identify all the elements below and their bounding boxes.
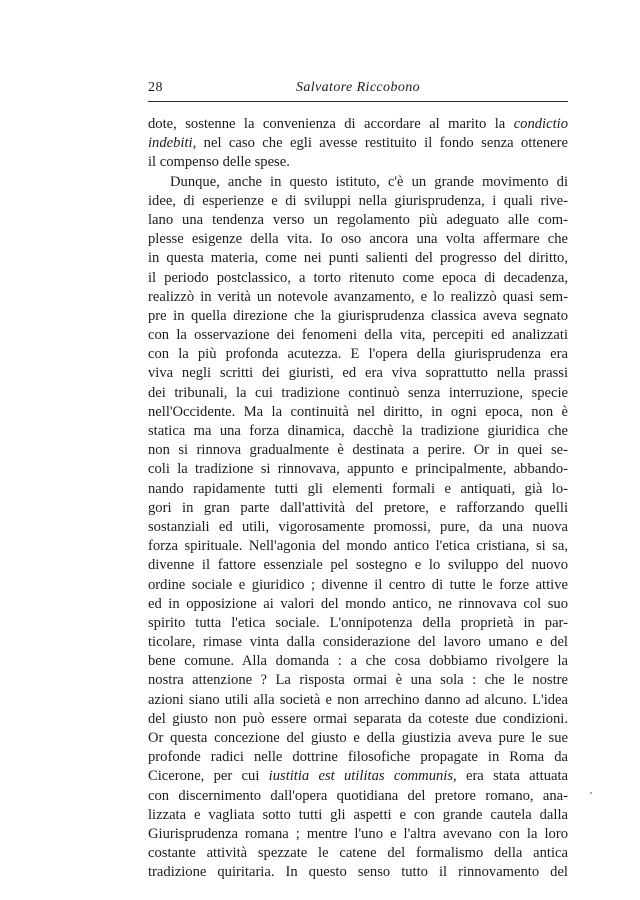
text-line [148,153,568,172]
text-line [148,748,568,767]
text-line [148,403,568,422]
header-rule [148,101,568,102]
line-text: coli la tradizione si rinnovava, appunto e principalmente, abbando- [148,461,568,478]
line-text: lizzata e vagliata sotto tutti gli aspetti e con grande cautela dalla [148,806,568,823]
text-line [148,595,568,614]
line-text: viva negli scritti dei giuristi, ed era viva soprattutto nella prassi [148,365,568,382]
text-line [148,192,568,211]
line-text: non si rinnova gradualmente è destinata a perire. Or in quei se- [148,442,568,459]
line-text: statica ma una forza dinamica, dacchè la tradizione giuridica che [148,423,568,439]
text-line [148,173,568,192]
line-text: con discernimento dall'opera quotidiana del pretore romano, ana- [148,787,568,804]
line-text: Dunque, anche in questo istituto, c'è un grande movimento di [170,173,568,190]
line-text: ed in opposizione ai valori del mondo antico, ne rinnovava col suo [148,595,568,612]
line-text: plesse esigenze della vita. Io oso ancora una volta affermare che [148,231,568,248]
line-text: il periodo postclassico, a torto ritenuto come epoca di decadenza, [148,269,568,286]
text-line [148,729,568,748]
line-text: Giurisprudenza romana ; mentre l'uno e l'altra avevano con la loro [148,825,568,842]
text-line [148,288,568,307]
text-line [148,384,568,403]
line-text: con la osservazione dei fenomeni della vita, percepiti ed analizzati [148,327,568,344]
page-number: 28 [148,80,163,95]
line-text: ticolare, rimase vinta dalla considerazione del lavoro umano e del [148,634,568,651]
text-line [148,691,568,710]
line-text: gori in gran parte dall'attività del pretore, e rafforzando quelli [148,499,568,516]
line-text: spirito tutta l'etica sociale. L'onnipotenza della proprietà in par- [148,614,568,631]
italic-term: iustitia est utilitas communis [268,768,454,785]
line-text: , era stata attuata [453,768,569,785]
text-line [148,576,568,595]
text-line [148,710,568,729]
line-text: idee, di esperienze e di sviluppi nella giurisprudenza, i quali rive- [148,192,568,209]
text-line [148,345,568,364]
text-line [148,537,568,556]
text-line [148,269,568,288]
line-text: pre in quella direzione che la giurisprudenza classica aveva segnato [148,307,568,324]
text-line [148,806,568,825]
line-text: bene comune. Alla domanda : a che cosa dobbiamo rivolgere la [148,653,568,670]
text-line [148,787,568,806]
text-line [148,671,568,690]
text-line [148,518,568,537]
line-text: sostanziali ed utili, vigorosamente promossi, pure, da una nuova [148,518,568,535]
text-line [148,115,568,134]
text-line [148,441,568,460]
text-line [148,211,568,230]
page-header [148,80,568,100]
text-line [148,863,568,882]
line-text: profonde radici nelle dottrine filosofiche propagate in Roma da [148,749,568,766]
italic-term: indebiti [148,135,193,152]
line-text: del giusto non può essere ormai separata da coteste due condizioni. [148,710,568,727]
line-text: costante attività spezzate le catene del formalismo della antica [148,845,568,862]
text-line [148,767,568,786]
text-line [148,460,568,479]
line-text: con la più profonda acutezza. E l'opera della giurisprudenza era [148,346,568,363]
line-text: divenne il fattore essenziale pel sostegno e lo sviluppo del nuovo [148,557,568,574]
text-line [148,652,568,671]
body-text [148,115,568,883]
text-line [148,633,568,652]
line-text: nell'Occidente. Ma la continuità nel diritto, in ogni epoca, non è [148,403,568,420]
text-line [148,422,568,441]
text-line [148,614,568,633]
line-text: Cicerone, per cui [148,768,269,785]
text-line [148,230,568,249]
line-text: dote, sostenne la convenienza di accordare al marito la [148,116,514,132]
line-text: lano una tendenza verso un regolamento più adeguato alle com- [148,211,568,228]
text-line [148,326,568,345]
text-line [148,249,568,268]
text-line [148,364,568,383]
text-line [148,844,568,863]
italic-term: condictio [513,116,568,132]
line-text: azioni siano utili alla società e non arrechino danno ad alcuno. L'idea [148,691,568,708]
margin-mark [590,792,592,794]
text-line [148,134,568,153]
line-text: nando rapidamente tutti gli elementi formali e antiquati, già lo- [148,480,568,497]
line-text: in questa materia, come nei punti salienti del progresso del diritto, [148,250,568,267]
line-text: Or questa concezione del giusto e della giustizia aveva pure le sue [148,730,568,746]
text-line [148,499,568,518]
line-text: ordine sociale e giuridico ; divenne il centro di tutte le forze attive [148,576,568,593]
text-line [148,825,568,844]
line-text: forza spirituale. Nell'agonia del mondo antico l'etica cristiana, si sa, [148,538,568,555]
line-text: realizzò in verità un notevole avanzamento, e lo realizzò quasi sem- [148,288,568,305]
text-line [148,556,568,575]
line-text: , nel caso che egli avesse restituito il fondo senza ottenere [192,135,568,152]
line-text: dei tribunali, la cui tradizione continuò senza interruzione, specie [148,384,568,401]
text-line [148,307,568,326]
running-title: Salvatore Riccobono [295,80,421,95]
line-text: tradizione quiritaria. In questo senso tutto il rinnovamento del [148,864,568,881]
line-text: il compenso delle spese. [148,154,290,171]
line-text: nostra attenzione ? La risposta ormai è una sola : che le nostre [148,672,568,689]
text-line [148,480,568,499]
